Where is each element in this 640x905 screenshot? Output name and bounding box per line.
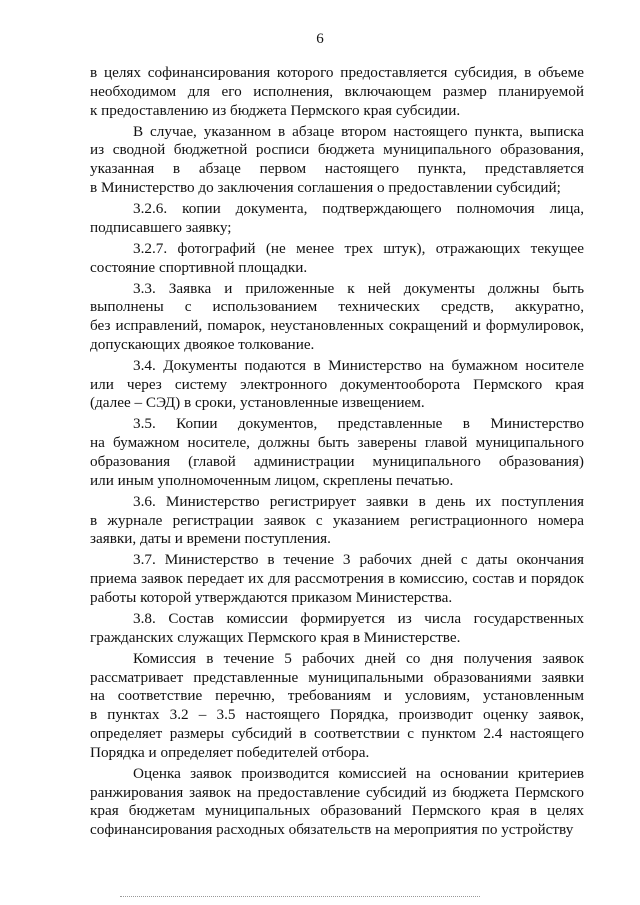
text-line: в Министерство до заключения соглашения о предоставлении субсидий; bbox=[90, 178, 561, 196]
text-line: в пунктах 3.2 – 3.5 настоящего Порядка, производит оценку заявок, bbox=[90, 706, 584, 724]
text-line: 3.2.7. фотографий (не менее трех штук), отражающих текущее bbox=[133, 239, 584, 257]
text-line: в журнале регистрации заявок с указанием регистрационного номера bbox=[90, 511, 584, 529]
text-line: Порядка и определяет победителей отбора. bbox=[90, 743, 370, 761]
text-line: рассматривает представленные муниципальными образованиями заявки bbox=[90, 668, 584, 686]
text-line: на бумажном носителе, должны быть заверены главой муниципального bbox=[90, 434, 584, 452]
paragraph bbox=[90, 357, 584, 413]
text-line: выполнены с использованием технических средств, аккуратно, bbox=[90, 298, 584, 316]
paragraph bbox=[90, 415, 584, 490]
text-line: или через систему электронного документооборота Пермского края bbox=[90, 375, 584, 393]
text-line: В случае, указанном в абзаце втором настоящего пункта, выписка bbox=[133, 122, 584, 140]
text-line: 3.5. Копии документов, представленные в Министерство bbox=[133, 415, 584, 433]
text-line: указанная в абзаце первом настоящего пункта, представляется bbox=[90, 160, 584, 178]
page-bottom-edge bbox=[120, 896, 480, 901]
text-line: 3.7. Министерство в течение 3 рабочих дней с даты окончания bbox=[133, 551, 584, 569]
text-line: ранжирования заявок на предоставление субсидий из бюджета Пермского bbox=[90, 783, 584, 801]
document-body bbox=[90, 64, 584, 842]
text-line: определяет размеры субсидий в соответствии с пунктом 2.4 настоящего bbox=[90, 724, 584, 742]
page-number: 6 bbox=[316, 31, 324, 47]
text-line: допускающих двоякое толкование. bbox=[90, 335, 315, 353]
text-line: или иным уполномоченным лицом, скреплены печатью. bbox=[90, 471, 454, 489]
paragraph bbox=[90, 493, 584, 549]
text-line: без исправлений, помарок, неустановленных сокращений и формулировок, bbox=[90, 317, 584, 335]
paragraph bbox=[90, 64, 584, 120]
text-line: 3.4. Документы подаются в Министерство на бумажном носителе bbox=[133, 356, 584, 374]
paragraph bbox=[90, 650, 584, 763]
text-line: необходимом для его исполнения, включающем размер планируемой bbox=[90, 82, 584, 100]
text-line: подписавшего заявку; bbox=[90, 218, 232, 236]
paragraph bbox=[90, 765, 584, 840]
text-line: 3.8. Состав комиссии формируется из числа государственных bbox=[133, 610, 584, 627]
text-line: 3.2.6. копии документа, подтверждающего полномочия лица, bbox=[133, 199, 584, 217]
paragraph bbox=[90, 280, 584, 355]
paragraph bbox=[90, 551, 584, 607]
text-line: края бюджетам муниципальных образований Пермского края в целях bbox=[90, 802, 584, 820]
text-line: на соответствие перечню, требованиям и условиям, установленным bbox=[90, 687, 584, 705]
text-line: софинансирования расходных обязательств на мероприятия по устройству bbox=[90, 821, 574, 839]
text-line: к предоставлению из бюджета Пермского края субсидии. bbox=[90, 101, 461, 119]
text-line: из сводной бюджетной росписи бюджета муниципального образования, bbox=[90, 141, 584, 159]
paragraph bbox=[90, 610, 584, 648]
text-line: работы которой утверждаются приказом Министерства. bbox=[90, 589, 453, 607]
text-line: Комиссия в течение 5 рабочих дней со дня получения заявок bbox=[133, 649, 584, 667]
text-line: образования (главой администрации муниципального образования) bbox=[90, 453, 584, 471]
text-line: приема заявок передает их для рассмотрения в комиссию, состав и порядок bbox=[90, 570, 584, 588]
text-line: заявки, даты и времени поступления. bbox=[90, 530, 331, 548]
paragraph bbox=[90, 200, 584, 238]
text-line: Оценка заявок производится комиссией на основании критериев bbox=[133, 764, 584, 782]
text-line: состояние спортивной площадки. bbox=[90, 258, 308, 276]
text-line: (далее – СЭД) в сроки, установленные извещением. bbox=[90, 394, 425, 412]
text-line: 3.3. Заявка и приложенные к ней документы должны быть bbox=[133, 279, 584, 297]
text-line: в целях софинансирования которого предоставляется субсидия, в объеме bbox=[90, 64, 584, 81]
paragraph bbox=[90, 240, 584, 278]
paragraph bbox=[90, 123, 584, 198]
text-line: гражданских служащих Пермского края в Министерстве. bbox=[90, 628, 461, 646]
text-line: 3.6. Министерство регистрирует заявки в день их поступления bbox=[133, 492, 584, 510]
